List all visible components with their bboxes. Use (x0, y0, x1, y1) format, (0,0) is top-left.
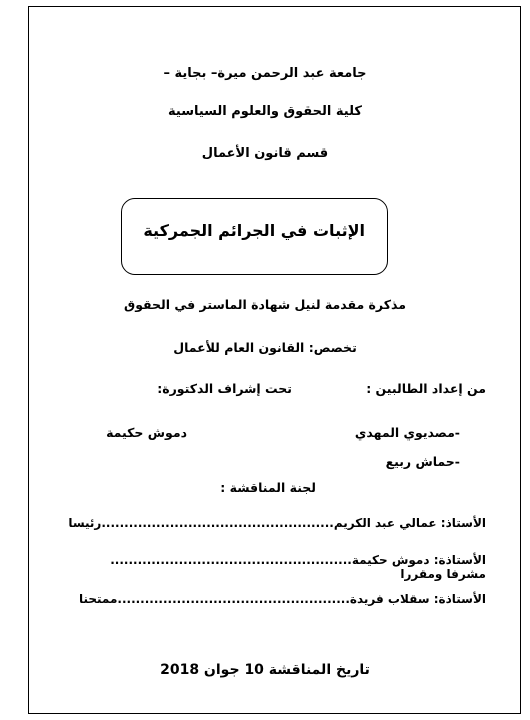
dot-leader: ................................................... (101, 516, 334, 530)
defense-date: تاريخ المناقشة 10 جوان 2018 (160, 662, 370, 678)
dot-leader: ................................................... (117, 592, 350, 606)
department-name: قسم قانون الأعمال (201, 146, 329, 161)
specialization: تخصص: القانون العام للأعمال (173, 340, 357, 355)
committee-member-1 (36, 516, 486, 530)
committee-member-role: رئيسا (68, 516, 102, 530)
committee-member-name: الأستاذ: عمالي عبد الكريم (333, 516, 486, 530)
committee-member-name: الأستاذة: دموش حكيمة (351, 553, 486, 567)
dot-leader: ..................................................... (110, 553, 352, 567)
committee-member-name: الأستاذة: سقلاب فريدة (349, 592, 486, 606)
university-name: جامعة عبد الرحمن ميرة– بجاية – (163, 66, 367, 81)
student-1: -مصديوي المهدي (354, 425, 460, 440)
thesis-subtitle: مذكرة مقدمة لنيل شهادة الماستر في الحقوق (124, 297, 406, 312)
faculty-name: كلية الحقوق والعلوم السياسية (168, 104, 362, 119)
student-2: -حماش ربيع (385, 454, 460, 469)
supervisor-name: دموش حكيمة (106, 425, 187, 440)
title-box (121, 198, 388, 275)
committee-member-role: ممتحنا (78, 592, 118, 606)
prepared-by-label: من إعداد الطالبين : (366, 381, 486, 396)
committee-label: لجنة المناقشة : (220, 480, 316, 495)
committee-member-role: مشرفا ومقررا (400, 567, 486, 581)
committee-member-3 (36, 592, 486, 606)
thesis-title: الإثبات في الجرائم الجمركية (143, 221, 365, 240)
committee-member-2 (28, 553, 486, 581)
supervised-by-label: تحت إشراف الدكتورة: (157, 381, 292, 396)
